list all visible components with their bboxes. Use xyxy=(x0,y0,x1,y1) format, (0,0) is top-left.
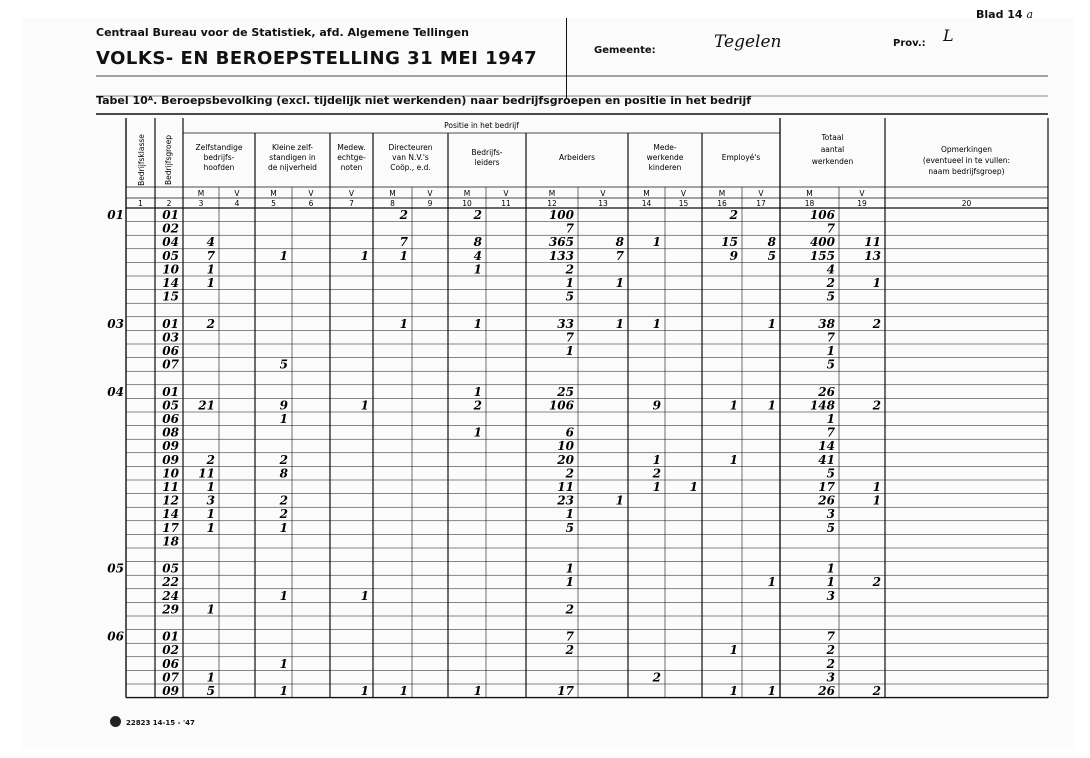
cell-value-col12: 2 xyxy=(565,262,574,277)
cell-value-col10: 2 xyxy=(473,398,482,413)
positie-header: Positie in het bedrijf xyxy=(444,121,519,130)
cell-value-col14: 2 xyxy=(652,670,661,685)
cell-value-col16: 1 xyxy=(729,643,738,658)
cell-value-col12: 7 xyxy=(565,629,574,644)
group-header-7: kinderen xyxy=(648,163,682,172)
bedrijfsgroep-value: 12 xyxy=(162,493,179,508)
column-number: 11 xyxy=(501,199,511,208)
cell-value-col16: 2 xyxy=(729,208,738,222)
print-code: 22823 14-15 - '47 xyxy=(126,719,195,727)
cell-value-col19: 2 xyxy=(872,316,881,331)
cell-value-col10: 8 xyxy=(473,235,482,250)
cell-value-col12: 5 xyxy=(565,289,574,304)
bedrijfsgroep-value: 01 xyxy=(162,316,179,331)
group-header-4: Directeuren xyxy=(388,143,433,152)
cell-value-col7: 1 xyxy=(360,684,369,698)
bedrijfsklasse-value: 05 xyxy=(107,561,124,576)
bedrijfsgroep-value: 24 xyxy=(162,588,179,603)
cell-value-col18: 148 xyxy=(809,398,835,413)
cell-value-col18: 2 xyxy=(826,656,835,671)
group-header-4: Coöp., e.d. xyxy=(390,163,431,172)
sex-label: V xyxy=(600,189,606,198)
group-header-2: Kleine zelf- xyxy=(271,143,314,152)
cell-value-col19: 2 xyxy=(872,575,881,590)
cell-value-col12: 5 xyxy=(565,520,574,535)
group-header-1: bedrijfs- xyxy=(203,153,235,162)
cell-value-col10: 2 xyxy=(473,208,482,222)
cell-value-col12: 17 xyxy=(557,684,574,698)
cell-value-col3: 3 xyxy=(206,493,215,508)
bedrijfsgroep-value: 15 xyxy=(162,289,179,304)
cell-value-col17: 1 xyxy=(767,398,776,413)
bedrijfsgroep-value: 06 xyxy=(162,412,179,426)
sex-label: V xyxy=(308,189,314,198)
column-number: 17 xyxy=(756,199,766,208)
cell-value-col18: 2 xyxy=(826,276,835,290)
cell-value-col10: 1 xyxy=(473,316,482,331)
cell-value-col18: 1 xyxy=(826,412,835,426)
cell-value-col3: 4 xyxy=(206,235,215,250)
cell-value-col10: 1 xyxy=(473,262,482,277)
cell-value-col3: 1 xyxy=(206,480,215,494)
cell-value-col12: 33 xyxy=(557,316,574,331)
bedrijfsgroep-value: 10 xyxy=(162,466,179,481)
bedrijfsgroep-value: 22 xyxy=(162,575,179,590)
column-number: 6 xyxy=(308,199,314,208)
cell-value-col18: 3 xyxy=(826,670,835,685)
bedrijfsgroep-value: 05 xyxy=(162,561,179,576)
bedrijfsgroep-value: 11 xyxy=(162,480,179,494)
bureau-line: Centraal Bureau voor de Statistiek, afd. Algemene Tellingen xyxy=(96,26,469,39)
group-header-4: van N.V.'s xyxy=(392,153,429,162)
cell-value-col16: 1 xyxy=(729,452,738,467)
cell-value-col18: 1 xyxy=(826,344,835,358)
column-number: 13 xyxy=(598,199,608,208)
sex-label: V xyxy=(348,189,355,198)
sex-label: M xyxy=(643,189,650,198)
cell-value-col5: 5 xyxy=(279,357,288,372)
cell-value-col18: 106 xyxy=(809,208,835,222)
cell-value-col3: 1 xyxy=(206,520,215,535)
cell-value-col19: 11 xyxy=(864,235,881,250)
cell-value-col18: 1 xyxy=(826,575,835,590)
bedrijfsgroep-value: 09 xyxy=(162,452,179,467)
sex-label: V xyxy=(427,189,433,198)
cell-value-col13: 8 xyxy=(615,235,624,250)
cell-value-col12: 23 xyxy=(557,493,574,508)
cell-value-col17: 1 xyxy=(767,684,776,698)
sex-label: V xyxy=(859,189,865,198)
cell-value-col19: 1 xyxy=(872,276,881,290)
cell-value-col19: 2 xyxy=(872,398,881,413)
cell-value-col13: 1 xyxy=(615,493,624,508)
column-number: 8 xyxy=(390,199,395,208)
group-header-8: Employé's xyxy=(721,153,761,162)
group-header-6: Arbeiders xyxy=(558,153,596,162)
bedrijfsklasse-value: 03 xyxy=(107,316,124,331)
cell-value-col3: 1 xyxy=(206,602,215,617)
cell-value-col14: 1 xyxy=(652,235,661,250)
bedrijfsgroep-value: 05 xyxy=(162,398,179,413)
column-number: 1 xyxy=(138,199,143,208)
column-number: 14 xyxy=(641,199,652,208)
bedrijfsgroep-value: 01 xyxy=(162,208,179,222)
cell-value-col3: 1 xyxy=(206,276,215,290)
bedrijfsgroep-value: 04 xyxy=(162,235,179,250)
cell-value-col17: 1 xyxy=(767,316,776,331)
sex-label: V xyxy=(758,189,764,198)
cell-value-col18: 26 xyxy=(818,493,835,508)
prov-value: L xyxy=(943,26,954,45)
bedrijfsgroep-value: 14 xyxy=(162,507,179,522)
sex-label: M xyxy=(197,189,205,198)
cell-value-col12: 10 xyxy=(557,439,574,454)
cell-value-col10: 1 xyxy=(473,425,482,440)
gemeente-label: Gemeente: xyxy=(594,45,656,56)
bedrijfsklasse-value: 01 xyxy=(107,208,124,222)
cell-value-col19: 1 xyxy=(872,480,881,494)
cell-value-col12: 2 xyxy=(565,643,574,658)
cell-value-col7: 1 xyxy=(360,248,369,263)
column-number: 15 xyxy=(678,199,689,208)
cell-value-col13: 1 xyxy=(615,276,624,290)
cell-value-col17: 1 xyxy=(767,575,776,590)
cell-value-col5: 9 xyxy=(279,398,288,413)
cell-value-col14: 1 xyxy=(652,316,661,331)
cell-value-col12: 20 xyxy=(557,452,574,467)
cell-value-col14: 1 xyxy=(652,452,661,467)
column-number: 9 xyxy=(427,199,433,208)
cell-value-col5: 2 xyxy=(279,452,288,467)
cell-value-col3: 21 xyxy=(198,398,215,413)
bedrijfsgroep-value: 07 xyxy=(162,670,179,685)
group-header-3: Medew. xyxy=(337,143,366,152)
group-header-2: standigen in xyxy=(269,153,316,162)
cell-value-col18: 4 xyxy=(826,262,835,277)
bedrijfsgroep-value: 09 xyxy=(162,439,179,454)
cell-value-col17: 5 xyxy=(767,248,776,263)
cell-value-col14: 9 xyxy=(652,398,661,413)
cell-value-col3: 1 xyxy=(206,507,215,522)
totaal-header: werkenden xyxy=(811,157,854,166)
sex-label: M xyxy=(806,189,813,198)
bedrijfsgroep-value: 06 xyxy=(162,656,179,671)
cell-value-col5: 1 xyxy=(279,412,288,426)
sex-label: M xyxy=(548,189,556,198)
cell-value-col16: 1 xyxy=(729,684,738,698)
cell-value-col18: 1 xyxy=(826,561,835,576)
group-header-1: Zelfstandige xyxy=(195,143,243,152)
column-number: 4 xyxy=(234,199,240,208)
cell-value-col5: 1 xyxy=(279,588,288,603)
group-header-2: de nijverheid xyxy=(268,163,317,172)
cell-value-col19: 1 xyxy=(872,493,881,508)
cell-value-col18: 14 xyxy=(818,439,835,454)
cell-value-col13: 1 xyxy=(615,316,624,331)
bedrijfsgroep-value: 14 xyxy=(162,276,179,290)
cell-value-col18: 26 xyxy=(818,684,835,698)
bedrijfsklasse-value: 06 xyxy=(107,629,124,644)
group-header-7: Mede- xyxy=(653,143,677,152)
cell-value-col15: 1 xyxy=(689,480,698,494)
cell-value-col18: 26 xyxy=(818,384,835,399)
cell-value-col12: 106 xyxy=(548,398,574,413)
group-header-3: echtge- xyxy=(337,153,366,162)
cell-value-col12: 365 xyxy=(548,235,574,250)
cell-value-col5: 1 xyxy=(279,520,288,535)
bedrijfsgroep-value: 01 xyxy=(162,629,179,644)
cell-value-col3: 1 xyxy=(206,670,215,685)
cell-value-col10: 4 xyxy=(473,248,482,263)
cell-value-col10: 1 xyxy=(473,384,482,399)
cell-value-col18: 3 xyxy=(826,507,835,522)
column-number: 12 xyxy=(547,199,557,208)
cell-value-col3: 7 xyxy=(206,248,215,263)
group-header-3: noten xyxy=(340,163,363,172)
cell-value-col18: 17 xyxy=(818,480,835,494)
sex-label: M xyxy=(463,189,471,198)
cell-value-col12: 1 xyxy=(565,507,574,522)
prov-label: Prov.: xyxy=(893,38,926,49)
cell-value-col3: 2 xyxy=(206,316,215,331)
cell-value-col19: 2 xyxy=(872,684,881,698)
bedrijfsgroep-value: 01 xyxy=(162,384,179,399)
totaal-header: aantal xyxy=(820,145,845,154)
bedrijfsgroep-value: 18 xyxy=(162,534,179,549)
cell-value-col12: 2 xyxy=(565,466,574,481)
cell-value-col17: 8 xyxy=(767,235,776,250)
cell-value-col5: 1 xyxy=(279,656,288,671)
cell-value-col16: 9 xyxy=(729,248,738,263)
sex-label: V xyxy=(503,189,509,198)
bedrijfsgroep-value: 07 xyxy=(162,357,179,372)
cell-value-col7: 1 xyxy=(360,588,369,603)
bedrijfsgroep-value: 03 xyxy=(162,330,179,345)
cell-value-col12: 6 xyxy=(565,425,574,440)
cell-value-col12: 7 xyxy=(565,221,574,236)
sex-label: M xyxy=(389,189,396,198)
bedrijfsgroep-value: 09 xyxy=(162,684,179,698)
cell-value-col8: 1 xyxy=(399,248,408,263)
cell-value-col18: 7 xyxy=(826,221,835,236)
printer-seal-icon xyxy=(110,716,121,727)
group-header-5: Bedrijfs- xyxy=(471,148,503,157)
cell-value-col12: 1 xyxy=(565,561,574,576)
column-number: 5 xyxy=(271,199,276,208)
bedrijfsgroep-value: 08 xyxy=(162,425,179,440)
sex-label: V xyxy=(680,189,687,198)
column-number: 10 xyxy=(462,199,472,208)
group-header-1: hoofden xyxy=(203,163,235,172)
cell-value-col16: 15 xyxy=(721,235,738,250)
opmerkingen-header: (eventueel in te vullen: xyxy=(922,156,1011,165)
column-number: 19 xyxy=(857,199,867,208)
bedrijfsklasse-header: Bedrijfsklasse xyxy=(137,134,146,186)
cell-value-col5: 1 xyxy=(279,684,288,698)
cell-value-col18: 400 xyxy=(809,235,835,250)
cell-value-col18: 5 xyxy=(826,289,835,304)
cell-value-col18: 3 xyxy=(826,588,835,603)
column-number: 16 xyxy=(717,199,727,208)
cell-value-col12: 2 xyxy=(565,602,574,617)
sex-label: M xyxy=(270,189,277,198)
cell-value-col8: 1 xyxy=(399,684,408,698)
form-title: VOLKS- EN BEROEPSTELLING 31 MEI 1947 xyxy=(96,48,538,69)
sex-label: M xyxy=(718,189,726,198)
group-header-7: werkende xyxy=(646,153,684,162)
cell-value-col13: 7 xyxy=(615,248,624,263)
cell-value-col18: 7 xyxy=(826,330,835,345)
bedrijfsgroep-value: 02 xyxy=(162,643,179,658)
cell-value-col19: 13 xyxy=(864,248,881,263)
cell-value-col12: 7 xyxy=(565,330,574,345)
cell-value-col14: 1 xyxy=(652,480,661,494)
cell-value-col10: 1 xyxy=(473,684,482,698)
cell-value-col3: 1 xyxy=(206,262,215,277)
cell-value-col18: 2 xyxy=(826,643,835,658)
cell-value-col18: 7 xyxy=(826,425,835,440)
column-number: 20 xyxy=(961,199,972,208)
bedrijfsgroep-value: 29 xyxy=(162,602,179,617)
bedrijfsklasse-value: 04 xyxy=(107,384,124,399)
gemeente-value: Tegelen xyxy=(714,32,782,52)
table-title: Tabel 10ᴬ. Beroepsbevolking (excl. tijdelijk niet werkenden) naar bedrijfsgroepen en positie in het bedrijf xyxy=(96,94,751,107)
cell-value-col5: 2 xyxy=(279,493,288,508)
cell-value-col5: 8 xyxy=(279,466,288,481)
cell-value-col7: 1 xyxy=(360,398,369,413)
cell-value-col14: 2 xyxy=(652,466,661,481)
opmerkingen-header: naam bedrijfsgroep) xyxy=(928,167,1005,176)
sex-label: V xyxy=(234,189,240,198)
cell-value-col3: 2 xyxy=(206,452,215,467)
column-number: 2 xyxy=(166,199,172,208)
cell-value-col8: 7 xyxy=(399,235,408,250)
cell-value-col18: 5 xyxy=(826,466,835,481)
cell-value-col18: 5 xyxy=(826,520,835,535)
cell-value-col18: 155 xyxy=(809,248,835,263)
group-header-5: leiders xyxy=(474,158,500,167)
cell-value-col18: 5 xyxy=(826,357,835,372)
bedrijfsgroep-header: Bedrijfsgroep xyxy=(164,135,173,185)
bedrijfsgroep-value: 02 xyxy=(162,221,179,236)
cell-value-col18: 41 xyxy=(818,452,835,467)
cell-value-col12: 11 xyxy=(557,480,574,494)
cell-value-col12: 1 xyxy=(565,575,574,590)
cell-value-col3: 11 xyxy=(198,466,215,481)
column-number: 7 xyxy=(349,199,354,208)
bedrijfsgroep-value: 17 xyxy=(162,520,179,535)
cell-value-col16: 1 xyxy=(729,398,738,413)
bedrijfsgroep-value: 10 xyxy=(162,262,179,277)
cell-value-col18: 38 xyxy=(818,316,835,331)
column-number: 18 xyxy=(804,199,815,208)
bedrijfsgroep-value: 06 xyxy=(162,344,179,358)
cell-value-col8: 2 xyxy=(399,208,408,222)
cell-value-col12: 133 xyxy=(548,248,574,263)
cell-value-col12: 1 xyxy=(565,276,574,290)
cell-value-col5: 1 xyxy=(279,248,288,263)
cell-value-col12: 25 xyxy=(557,384,574,399)
column-number: 3 xyxy=(198,199,204,208)
bedrijfsgroep-value: 05 xyxy=(162,248,179,263)
cell-value-col12: 1 xyxy=(565,344,574,358)
cell-value-col12: 100 xyxy=(548,208,574,222)
blad-number: Blad 14 a xyxy=(976,8,1033,21)
cell-value-col3: 5 xyxy=(206,684,215,698)
cell-value-col5: 2 xyxy=(279,507,288,522)
cell-value-col18: 7 xyxy=(826,629,835,644)
totaal-header: Totaal xyxy=(821,133,844,142)
opmerkingen-header: Opmerkingen xyxy=(941,145,992,154)
cell-value-col8: 1 xyxy=(399,316,408,331)
